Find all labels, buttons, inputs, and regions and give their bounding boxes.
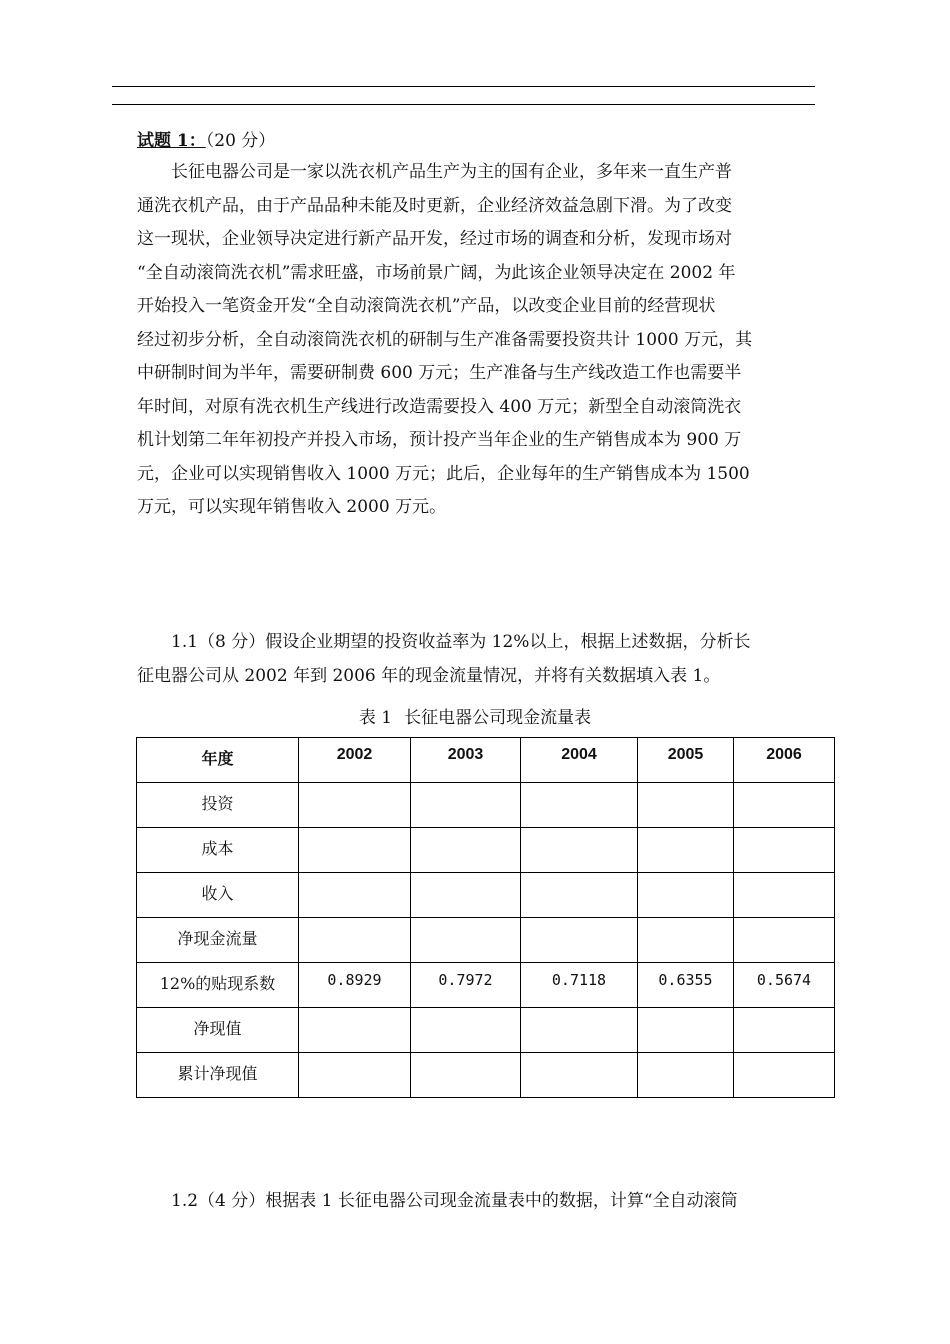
value-cell: [411, 1008, 521, 1053]
value-cell: [299, 1008, 411, 1053]
value-cell: [299, 873, 411, 918]
question-points: （20 分）: [205, 131, 276, 151]
value-cell: [299, 828, 411, 873]
header-rule-bottom: [112, 104, 815, 105]
value-cell: [411, 1053, 521, 1098]
row-label-cell: 净现金流量: [137, 918, 299, 963]
table-row: [137, 873, 835, 918]
value-cell: [521, 1008, 638, 1053]
header-cell-year: 2002: [299, 738, 411, 783]
table-row: [137, 1053, 835, 1098]
table-caption-number: 表 1: [358, 708, 393, 728]
value-cell: [411, 783, 521, 828]
text-line: 1.1（8 分）假设企业期望的投资收益率为 12%以上，根据上述数据，分析长: [137, 632, 751, 652]
value-cell: [521, 828, 638, 873]
row-label-cell: 累计净现值: [137, 1053, 299, 1098]
text-line: 元，企业可以实现销售收入 1000 万元；此后，企业每年的生产销售成本为 1500: [137, 463, 750, 484]
row-label-cell: 12%的贴现系数: [137, 963, 299, 1008]
question-heading: [137, 126, 275, 151]
value-cell: 0.7118: [521, 963, 638, 1008]
row-label-cell: 净现值: [137, 1008, 299, 1053]
header-cell-year: 2005: [638, 738, 734, 783]
text-line: 这一现状，企业领导决定进行新产品开发，经过市场的调查和分析，发现市场对: [137, 229, 732, 249]
text-line: 通洗衣机产品，由于产品品种未能及时更新，企业经济效益急剧下滑。为了改变: [137, 195, 732, 216]
value-cell: [521, 783, 638, 828]
value-cell: 0.5674: [734, 963, 835, 1008]
value-cell: [411, 828, 521, 873]
value-cell: [521, 1053, 638, 1098]
text-line: 机计划第二年年初投产并投入市场，预计投产当年企业的生产销售成本为 900 万: [137, 430, 742, 450]
text-line: 经过初步分析，全自动滚筒洗衣机的研制与生产准备需要投资共计 1000 万元，其: [137, 329, 753, 350]
text-line: 中研制时间为半年，需要研制费 600 万元；生产准备与生产线改造工作也需要半: [137, 363, 742, 383]
value-cell: [638, 1008, 734, 1053]
value-cell: [734, 1008, 835, 1053]
header-cell-year: 2006: [734, 738, 835, 783]
row-label-cell: 收入: [137, 873, 299, 918]
row-label-cell: 成本: [137, 828, 299, 873]
cash-flow-table: [136, 737, 835, 1098]
header-rule-top: [112, 86, 815, 87]
table-caption-title: 长征电器公司现金流量表: [404, 708, 592, 728]
value-cell: [299, 783, 411, 828]
value-cell: [411, 873, 521, 918]
text-line: 万元，可以实现年销售收入 2000 万元。: [137, 497, 447, 517]
value-cell: [638, 1053, 734, 1098]
value-cell: [734, 918, 835, 963]
table-row: [137, 963, 835, 1008]
value-cell: [734, 1053, 835, 1098]
question-1-2-text: [137, 1185, 817, 1219]
value-cell: [638, 783, 734, 828]
value-cell: [299, 918, 411, 963]
value-cell: [521, 873, 638, 918]
table-caption: [0, 703, 950, 728]
value-cell: [411, 918, 521, 963]
table-row: [137, 783, 835, 828]
text-line: “全自动滚筒洗衣机”需求旺盛，市场前景广阔，为此该企业领导决定在 2002 年: [137, 262, 736, 283]
value-cell: [734, 873, 835, 918]
text-line: 1.2（4 分）根据表 1 长征电器公司现金流量表中的数据，计算“全自动滚筒: [137, 1191, 738, 1211]
value-cell: [299, 1053, 411, 1098]
table-header-row: [137, 738, 835, 783]
table-row: [137, 918, 835, 963]
text-line: 征电器公司从 2002 年到 2006 年的现金流量情况，并将有关数据填入表 1。: [137, 665, 721, 686]
table-row: [137, 1008, 835, 1053]
row-label-cell: 投资: [137, 783, 299, 828]
text-line: 开始投入一笔资金开发“全自动滚筒洗衣机”产品，以改变企业目前的经营现状: [137, 296, 716, 316]
value-cell: [734, 828, 835, 873]
value-cell: [638, 873, 734, 918]
value-cell: 0.7972: [411, 963, 521, 1008]
header-cell-year: 2004: [521, 738, 638, 783]
value-cell: [638, 918, 734, 963]
value-cell: 0.8929: [299, 963, 411, 1008]
value-cell: [638, 828, 734, 873]
question-1-1-text: [137, 626, 817, 693]
header-cell-year-label: 年度: [137, 738, 299, 783]
case-description: [137, 156, 817, 525]
text-line: 长征电器公司是一家以洗衣机产品生产为主的国有企业，多年来一直生产普: [137, 162, 732, 182]
question-label: 试题 1：: [137, 131, 206, 151]
value-cell: 0.6355: [638, 963, 734, 1008]
value-cell: [521, 918, 638, 963]
header-cell-year: 2003: [411, 738, 521, 783]
text-line: 年时间，对原有洗衣机生产线进行改造需要投入 400 万元；新型全自动滚筒洗衣: [137, 396, 742, 417]
table-row: [137, 828, 835, 873]
value-cell: [734, 783, 835, 828]
